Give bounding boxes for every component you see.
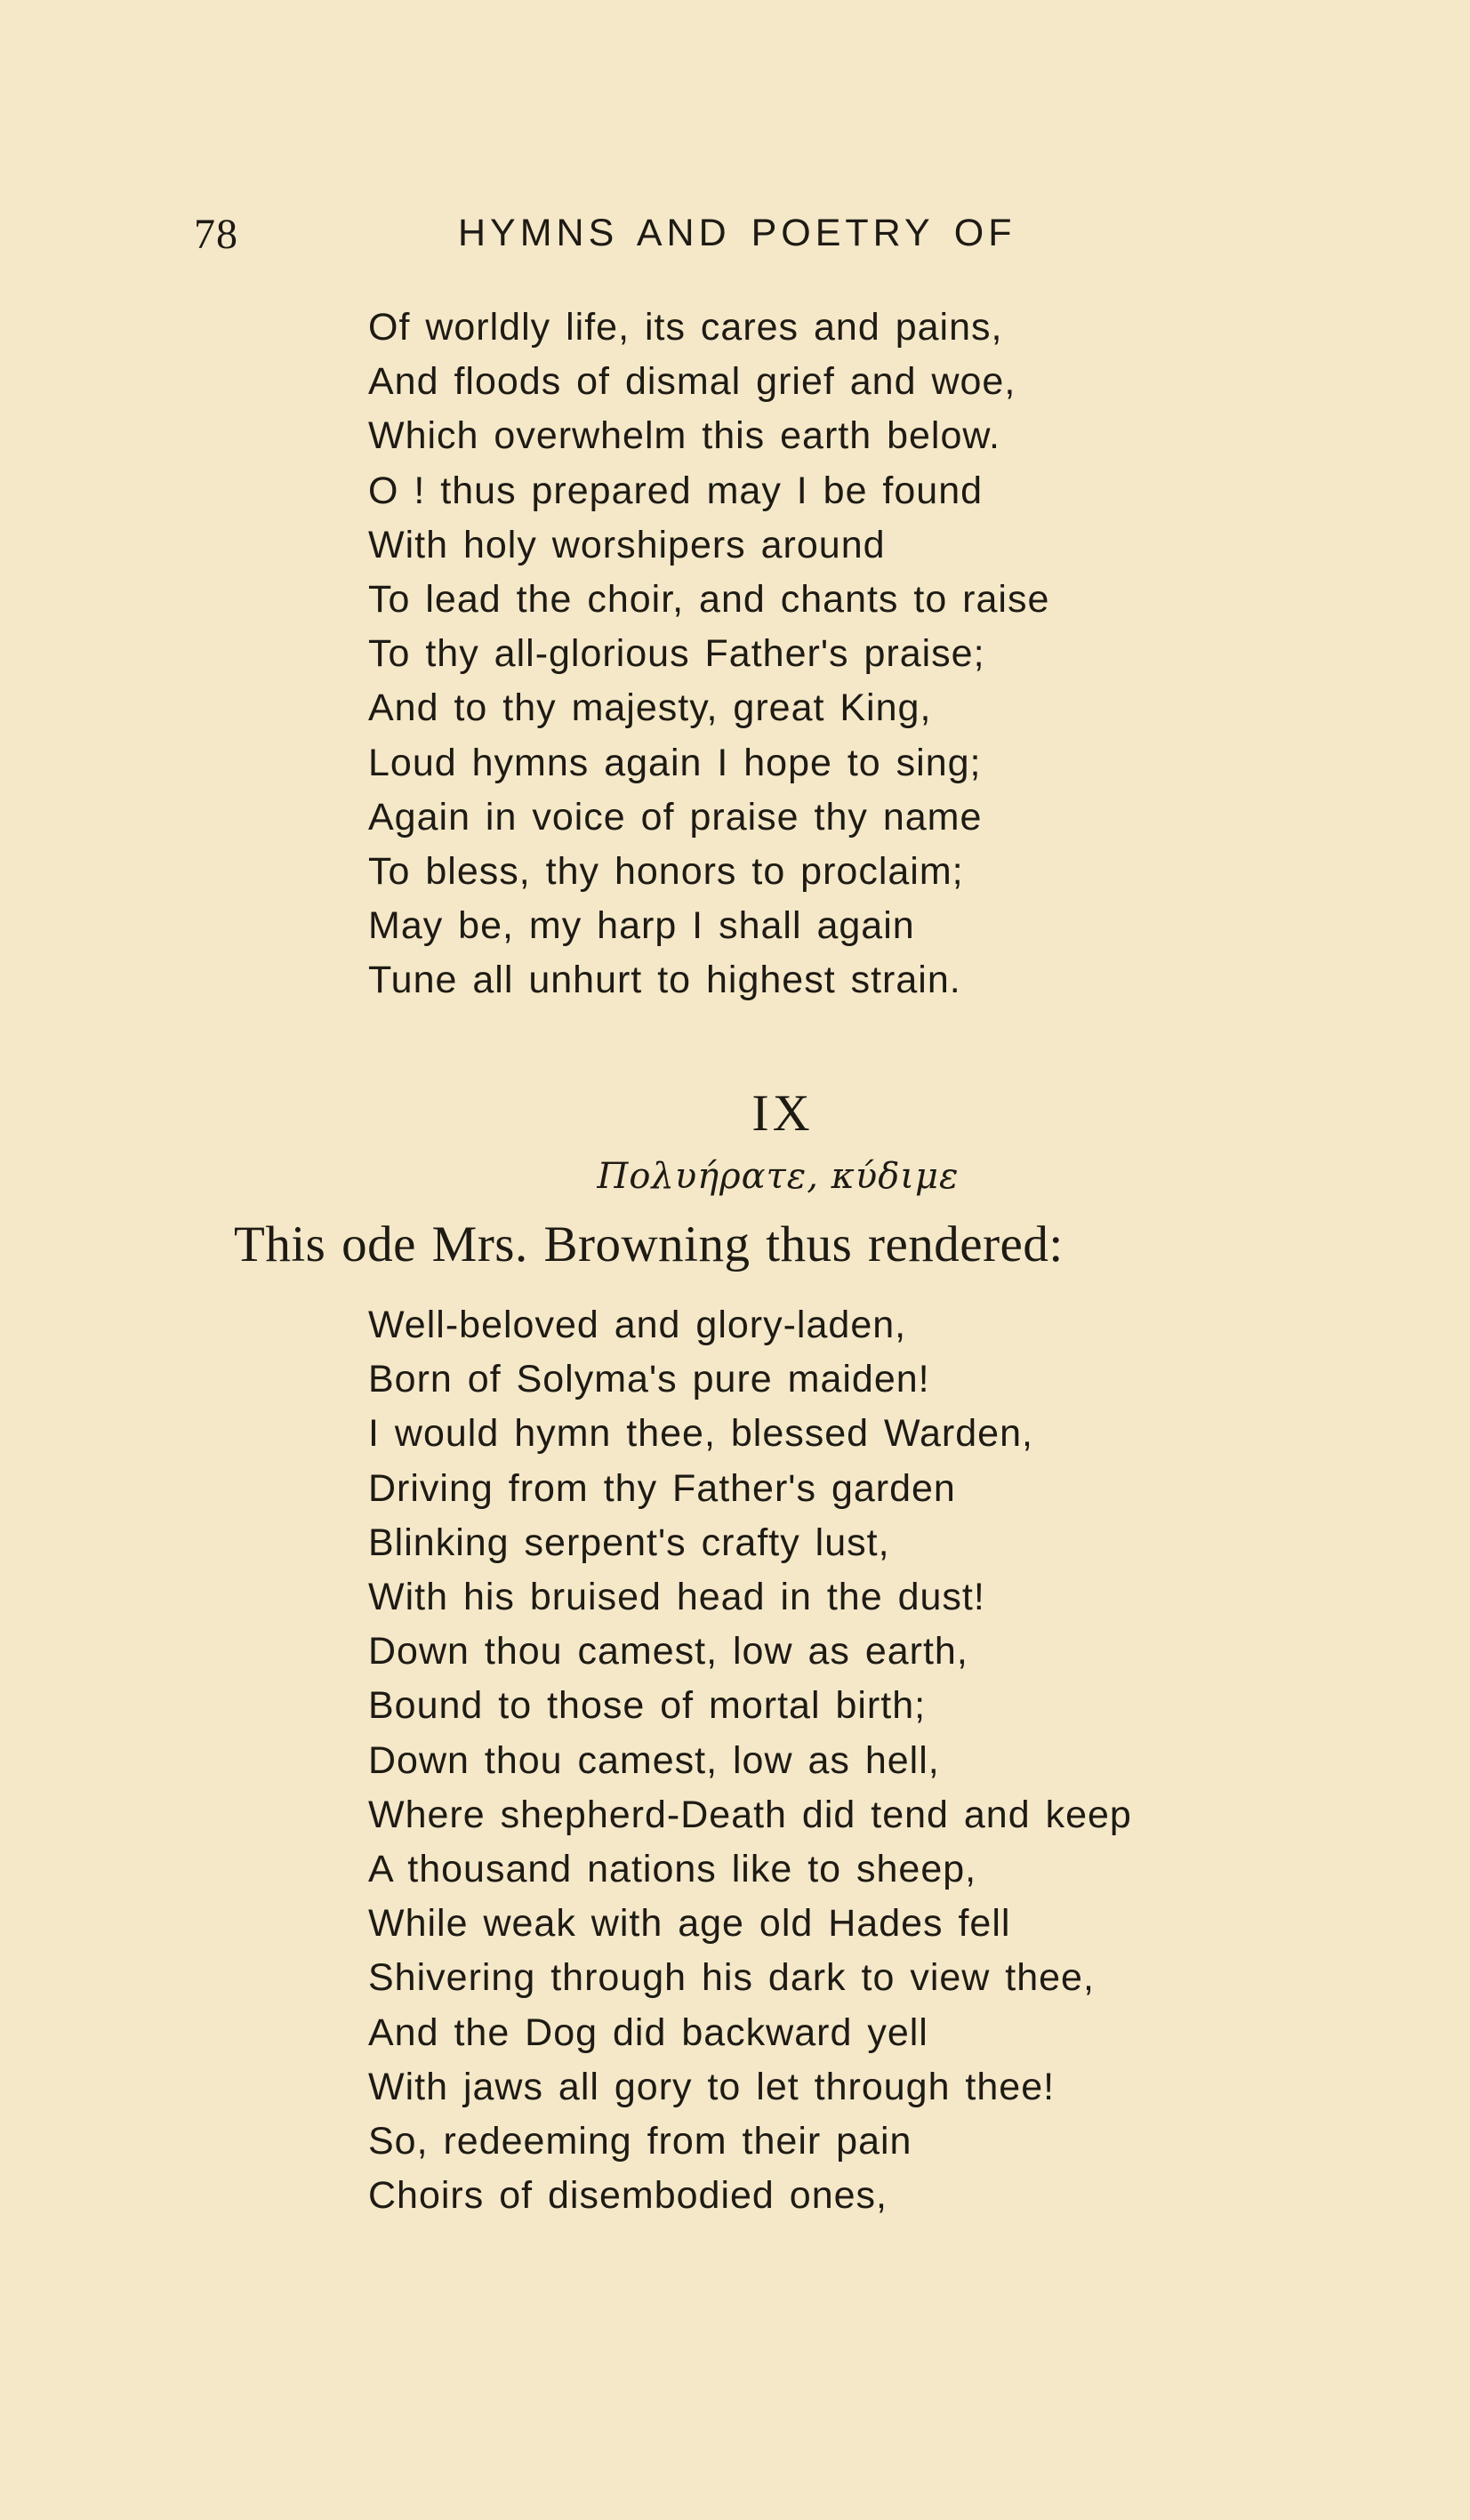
verse-line: Which overwhelm this earth below. <box>368 414 1001 458</box>
verse-line: To thy all-glorious Father's praise; <box>368 632 985 676</box>
verse-line: So, redeeming from their pain <box>368 2120 912 2163</box>
verse-line: With holy worshipers around <box>368 523 886 566</box>
verse-line: And to thy majesty, great King, <box>368 686 932 730</box>
verse-line: While weak with age old Hades fell <box>368 1902 1011 1946</box>
verse-line: Well-beloved and glory-laden, <box>368 1304 907 1346</box>
verse-line: With jaws all gory to let through thee! <box>368 2065 1056 2108</box>
verse-line: O ! thus prepared may I be found <box>368 469 984 512</box>
verse-line: With his bruised head in the dust! <box>368 1576 985 1619</box>
running-title: HYMNS AND POETRY OF <box>458 212 1016 254</box>
greek-title: Πολυήρατε, κύδιμε <box>597 1156 960 1197</box>
verse-line: Blinking serpent's crafty lust, <box>368 1521 890 1564</box>
verse-line: Where shepherd-Death did tend and keep <box>368 1793 1132 1836</box>
verse-line: I would hymn thee, blessed Warden, <box>368 1412 1033 1456</box>
verse-line: And floods of dismal grief and woe, <box>368 360 1016 404</box>
verse-line: A thousand nations like to sheep, <box>368 1848 977 1891</box>
verse-line: Of worldly life, its cares and pains, <box>368 306 1003 349</box>
verse-line: To bless, thy honors to proclaim; <box>368 850 964 894</box>
stanza-translation <box>368 1298 1132 2223</box>
verse-line: Driving from thy Father's garden <box>368 1466 956 1510</box>
running-head <box>194 210 1110 263</box>
verse-line: Tune all unhurt to highest strain. <box>368 959 961 1002</box>
verse-line: Bound to those of mortal birth; <box>368 1684 927 1728</box>
verse-line: And the Dog did backward yell <box>368 2010 928 2054</box>
verse-line: Loud hymns again I hope to sing; <box>368 741 982 784</box>
verse-line: May be, my harp I shall again <box>368 904 915 948</box>
verse-line: To lead the choir, and chants to raise <box>368 578 1050 622</box>
verse-line: Again in voice of praise thy name <box>368 795 983 839</box>
verse-line: Down thou camest, low as earth, <box>368 1630 968 1673</box>
page-number: 78 <box>194 211 238 258</box>
verse-line: Born of Solyma's pure maiden! <box>368 1358 930 1401</box>
verse-line: Down thou camest, low as hell, <box>368 1738 940 1782</box>
section-number: IX <box>751 1084 814 1142</box>
verse-line: Shivering through his dark to view thee, <box>368 1956 1095 2000</box>
stanza-continued <box>368 301 1049 1008</box>
intro-line: This ode Mrs. Browning thus rendered: <box>234 1216 1064 1272</box>
verse-line: Choirs of disembodied ones, <box>368 2174 888 2218</box>
